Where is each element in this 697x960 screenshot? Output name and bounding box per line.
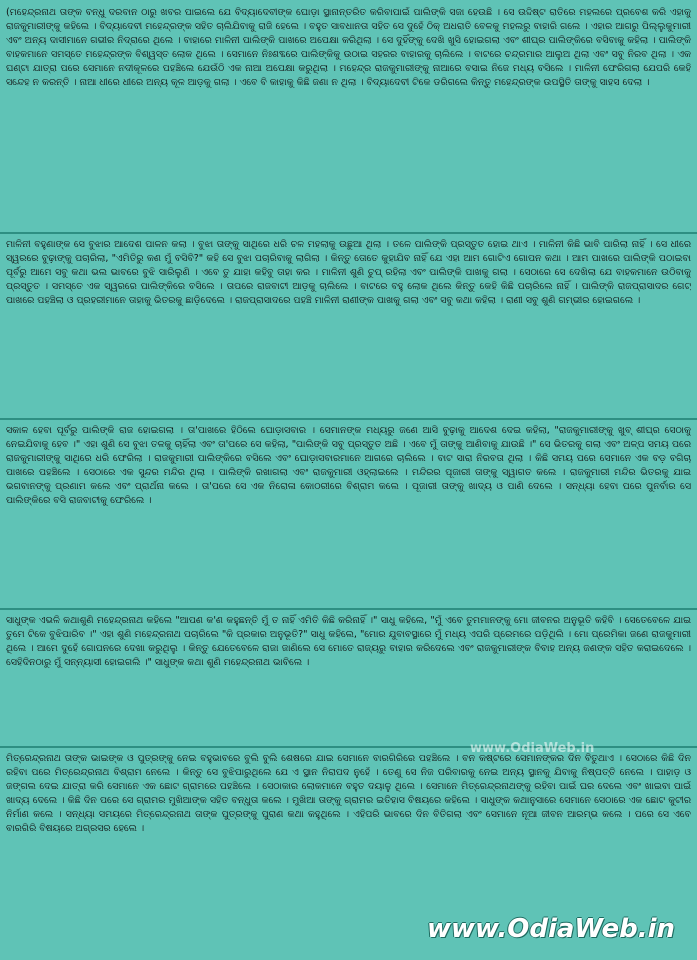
watermark: www.OdiaWeb.in (470, 741, 595, 756)
paragraph-5: ମିତ୍ରେନ୍ଦ୍ରନାଥ ତାଙ୍କ ଭାଇଙ୍କ ଓ ପୁତ୍ରଙ୍କୁ ନେଇ ବହୁଭାବରେ ବୁଲି ବୁଲି ଶେଷରେ ଯାଇ ସେମାନେ ବାରଗିରିରେ ପହଞ୍ଚିଲେ । ବନ କଷ୍ଟରେ ସେମାନଙ୍କର ଦିନ ବିତୁଥାଏ । ସେଠାରେ କିଛି ଦିନ ରହିବା ପରେ ମିତ୍ରେନ୍ଦ୍ରନାଥ ବିଶ୍ରାମ ନେଲେ । କିନ୍ତୁ ସେ ବୁଝିପାରୁଥିଲେ ଯେ ଏ ସ୍ଥାନ ନିରାପଦ ନୁହେଁ । ତେଣୁ ସେ ନିଜ ପରିବାରକୁ ନେଇ ଅନ୍ୟ ସ୍ଥାନକୁ ଯିବାକୁ ନିଷ୍ପତ୍ତି ନେଲେ । ପାହାଡ଼ ଓ ଜଙ୍ଗଲ ଦେଇ ଯାତ୍ରା କରି ସେମାନେ ଏକ ଛୋଟ ଗ୍ରାମରେ ପହଞ୍ଚିଲେ । ସେଠାକାର ଲୋକମାନେ ବହୁତ ଦୟାଳୁ ଥିଲେ । ସେମାନେ ମିତ୍ରେନ୍ଦ୍ରନାଥଙ୍କୁ ରହିବା ପାଇଁ ଘର ଦେଲେ ଏବଂ ଖାଇବା ପାଇଁ ଖାଦ୍ୟ ଦେଲେ । କିଛି ଦିନ ପରେ ସେ ଗ୍ରାମର ମୁଖିଆଙ୍କ ସହିତ ବନ୍ଧୁତା କଲେ । ମୁଖିଆ ତାଙ୍କୁ ଗ୍ରାମର ଇତିହାସ ବିଷୟରେ କହିଲେ । ସାଧୁଙ୍କ କଥାନୁସାରେ ସେମାନେ ସେଠାରେ ଏକ ଛୋଟ କୁଟୀର ନିର୍ମାଣ କଲେ । ସନ୍ଧ୍ୟା ସମୟରେ ମିତ୍ରେନ୍ଦ୍ରନାଥ ତାଙ୍କ ପୁତ୍ରଙ୍କୁ ପୁରାଣ କଥା କହୁଥିଲେ । ଏହିପରି ଭାବରେ ଦିନ ବିତିଗଲା ଏବଂ ସେମାନେ ନୂଆ ଜୀବନ ଆରମ୍ଭ କଲେ । ପରେ ସେ ଏବେ ବାରଗିରି ବିଷୟରେ ଅଗ୍ରସର ହେଲେ । (6, 753, 691, 835)
paragraph-1: (ମହେନ୍ଦ୍ରନାଥ ତାଙ୍କ ବନ୍ଧୁ ଦରବାନ ଠାରୁ ଖବର ପାଇଲେ ଯେ ବିଦ୍ୟାଦେବୀଙ୍କ ଘୋଡ଼ା ସ୍ଥାନାନ୍ତରିତ କରିବାପାଇଁ ପାଲିଙ୍କି ସଜା ହେଉଛି । ସେ ଉଦ୍ଦିଷ୍ଟ ରାତିରେ ମହଲରେ ପ୍ରବେଶ କରି ଏହାକୁ ରାଜକୁମାରୀଙ୍କୁ କହିଲେ । ବିଦ୍ୟାଦେବୀ ମହେନ୍ଦ୍ରଙ୍କ ସହିତ ଚାଲିଯିବାକୁ ରାଜି ହେଲେ । ବହୁତ ସାବଧାନତା ସହିତ ସେ ଦୁହେଁ ଠିକ୍ ଅଧରାତି ବେଳକୁ ମହଲରୁ ବାହାରି ଗଲେ । ଏହାର ଆଗରୁ ପିଲ୍ଲୁକୁମାରୀ ଏବଂ ଅନ୍ୟ ଦାସୀମାନେ ଗଭୀର ନିଦ୍ରାରେ ଥିଲେ । ବାହାରେ ମାଳିନୀ ପାଲିଙ୍କି ପାଖରେ ଅପେକ୍ଷା କରିଥିଲା । ସେ ଦୁହିଁଙ୍କୁ ଦେଖି ଖୁସି ହୋଇଗଲା ଏବଂ ଶୀଘ୍ର ପାଲିଙ୍କିରେ ବସିବାକୁ କହିଲା । ପାଲିଙ୍କି ବାହକମାନେ ସମସ୍ତେ ମହେନ୍ଦ୍ରଙ୍କ ବିଶ୍ୱସ୍ତ ଲୋକ ଥିଲେ । ସେମାନେ ନିଃଶବ୍ଦରେ ପାଲିଙ୍କିକୁ ଉଠାଇ ସହରର ବାହାରକୁ ଚାଲିଲେ । ବାଟରେ ଚନ୍ଦ୍ରମାର ଆଲୁଅ ଥିଲା ଏବଂ ସବୁ ନିରବ ଥିଲା । ଏକ ଘଣ୍ଟା ଯାତ୍ରା ପରେ ସେମାନେ ନଦୀକୂଳରେ ପହଞ୍ଚିଲେ ଯେଉଁଠି ଏକ ନାଆ ଅପେକ୍ଷା କରୁଥିଲା । ମହେନ୍ଦ୍ର ରାଜକୁମାରୀଙ୍କୁ ନାଆରେ ବସାଇ ନିଜେ ମଧ୍ୟ ବସିଲେ । ମାଳିନୀ ଫେରିଗଲା ଯେପରି କେହି ସନ୍ଦେହ ନ କରନ୍ତି । ନାଆ ଧୀରେ ଧୀରେ ଅନ୍ୟ କୂଳ ଆଡ଼କୁ ଗଲା । ଏବେ ବି କାହାକୁ କିଛି ଜଣା ନ ଥିଲା । ବିଦ୍ୟାଦେବୀ ଟିକେ ଡରିଗଲେ କିନ୍ତୁ ମହେନ୍ଦ୍ରଙ୍କ ଉପସ୍ଥିତି ତାଙ୍କୁ ସାହସ ଦେଲା । (6, 7, 691, 89)
paragraph-separator (0, 608, 697, 610)
site-footer-link[interactable]: www.OdiaWeb.in (426, 914, 675, 944)
paragraph-3: ସକାଳ ହେବା ପୂର୍ବରୁ ପାଲିଙ୍କି ରାଜ ହୋଇଗଲା । ତା'ପାଖରେ ହିଠିଲେ ଘୋଡ଼ାସବାର । ସେମାନଙ୍କ ମଧ୍ୟରୁ ଜଣେ ଆସି ବୁଢ଼ାକୁ ଆଦେଶ ଦେଇ କହିଲା, "ରାଜକୁମାରୀଙ୍କୁ ଖୁବ୍ ଶୀଘ୍ର ସେଠାକୁ ନେଇଯିବାକୁ ହେବ ।" ଏହା ଶୁଣି ସେ ବୁଝା ତଳକୁ ଚାହିଁଲା ଏବଂ ତା'ପରେ ସେ କହିଲା, "ପାଲିଙ୍କି ସବୁ ପ୍ରସ୍ତୁତ ଅଛି । ଏବେ ମୁଁ ତାଙ୍କୁ ଆଣିବାକୁ ଯାଉଛି ।" ସେ ଭିତରକୁ ଗଲା ଏବଂ ଅଳ୍ପ ସମୟ ପରେ ରାଜକୁମାରୀଙ୍କୁ ସାଥିରେ ଧରି ଫେରିଲା । ରାଜକୁମାରୀ ପାଲିଙ୍କିରେ ବସିଲେ ଏବଂ ଘୋଡ଼ାସବାରମାନେ ଆଗରେ ଚାଲିଲେ । ବାଟ ସାରା ନିରବତା ଥିଲା । କିଛି ସମୟ ପରେ ସେମାନେ ଏକ ବଡ଼ ବଗିଚା ପାଖରେ ପହଞ୍ଚିଲେ । ସେଠାରେ ଏକ ସୁନ୍ଦର ମନ୍ଦିର ଥିଲା । ପାଲିଙ୍କି ରଖାଗଲା ଏବଂ ରାଜକୁମାରୀ ଓହ୍ଲାଇଲେ । ମନ୍ଦିରର ପୂଜାରୀ ତାଙ୍କୁ ସ୍ୱାଗତ କଲେ । ରାଜକୁମାରୀ ମନ୍ଦିର ଭିତରକୁ ଯାଇ ଭଗବାନଙ୍କୁ ପ୍ରଣାମ କଲେ ଏବଂ ପ୍ରାର୍ଥନା କଲେ । ତା'ପରେ ସେ ଏକ ନିରୋଳା କୋଠରୀରେ ବିଶ୍ରାମ କଲେ । ପୂଜାରୀ ତାଙ୍କୁ ଖାଦ୍ୟ ଓ ପାଣି ଦେଲେ । ସନ୍ଧ୍ୟା ହେବା ପରେ ପୁନର୍ବାର ସେ ପାଲିଙ୍କିରେ ବସି ରାଜବାଟୀକୁ ଫେରିଲେ । (6, 425, 691, 507)
paragraph-4: ସାଧୁଙ୍କ ଏଭଳି କଥାଶୁଣି ମହେନ୍ଦ୍ରନାଥ କହିଲେ "ଆପଣ କ'ଣ କହୁଛନ୍ତି ମୁଁ ତ ନାହିଁ ଏମିତି କିଛି କରିନାହିଁ ।" ସାଧୁ କହିଲେ, "ମୁଁ ଏବେ ତୁମମାନଙ୍କୁ ମୋ ଜୀବନର ଅନୁଭୂତି କହିବି । ସେତେବେଳେ ଯାଇ ତୁମେ ଟିକେ ବୁଝିପାରିବ ।" ଏହା ଶୁଣି ମହେନ୍ଦ୍ରନାଥ ପଚାରିଲେ "କି ପ୍ରକାର ଅନୁଭୂତି?" ସାଧୁ କହିଲେ, "ମୋର ଯୁବାବସ୍ଥାରେ ମୁଁ ମଧ୍ୟ ଏପରି ପ୍ରେମରେ ପଡ଼ିଥିଲି । ମୋ ପ୍ରେମିକା ଜଣେ ରାଜକୁମାରୀ ଥିଲେ । ଆମେ ଦୁହେଁ ଗୋପନରେ ଦେଖା କରୁଥିଲୁ । କିନ୍ତୁ ଯେତେବେଳେ ରାଜା ଜାଣିଲେ ସେ ମୋତେ ରାଜ୍ୟରୁ ବାହାର କରିଦେଲେ ଏବଂ ରାଜକୁମାରୀଙ୍କ ବିବାହ ଅନ୍ୟ ଜଣଙ୍କ ସହିତ କରାଇଦେଲେ । ସେହିଦିନଠାରୁ ମୁଁ ସନ୍ନ୍ୟାସୀ ହୋଇଗଲି ।" ସାଧୁଙ୍କ କଥା ଶୁଣି ମହେନ୍ଦ୍ରନାଥ ଭାବିଲେ । (6, 615, 691, 669)
paragraph-separator (0, 418, 697, 420)
paragraph-2: ମାଳିନୀ ବହୁଣାଙ୍କ ସେ ବୁଝାର ଆଦେଶ ପାଳନ କଲା । ବୁଝା ତାଙ୍କୁ ସାଥିରେ ଧରି ଚଳ ମହଲାକୁ ଉଛୁଆ ଥିଲା । ତଳେ ପାଲିଙ୍କି ପ୍ରସ୍ତୁତ ହୋଇ ଥାଏ । ମାଳିନୀ କିଛି ଭାବି ପାରିଲା ନାହିଁ । ସେ ଧୀରେ ସ୍ୱରରେ ବୁଢ଼ାଙ୍କୁ ପଚାରିଲା, "ଏମିତିରୁ କଣ ମୁଁ ବସିବି?" କହି ସେ ବୁଝା ପଚାରିବାକୁ ଲାଗିଲା । କିନ୍ତୁ ତୋତେ କୁହାଯିବ ନାହିଁ ଯେ ଏହା ଆମ ଗୋଟିଏ ଗୋପନ କଥା । ଆମ ପାଖରେ ପାଲିଙ୍କି ପଠାଇବା ପୂର୍ବରୁ ଆମେ ସବୁ କଥା ଭଲ ଭାବରେ ବୁଝି ସାରିଲୁଣି । ଏବେ ତୁ ଯାହା କହିବୁ ତାହା କର । ମାଳିନୀ ଶୁଣି ଚୁପ୍ ରହିଲା ଏବଂ ପାଲିଙ୍କି ପାଖକୁ ଗଲା । ସେଠାରେ ସେ ଦେଖିଲା ଯେ ବାହକମାନେ ଉଠିବାକୁ ପ୍ରସ୍ତୁତ । ସମସ୍ତେ ଏକ ସ୍ୱରରେ ପାଲିଙ୍କିରେ ବସିଲେ । ତାପରେ ରାଜବାଟୀ ଆଡ଼କୁ ଚାଲିଲେ । ବାଟରେ ବହୁ ଲୋକ ଥିଲେ କିନ୍ତୁ କେହି କିଛି ପଚାରିଲେ ନାହିଁ । ପାଲିଙ୍କି ରାଜପ୍ରାସାଦର ଗେଟ୍ ପାଖରେ ପହଞ୍ଚିଲା ଓ ପ୍ରହରୀମାନେ ତାହାକୁ ଭିତରକୁ ଛାଡ଼ିଦେଲେ । ରାଜପ୍ରାସାଦରେ ପହଞ୍ଚି ମାଳିନୀ ରାଣୀଙ୍କ ପାଖକୁ ଗଲା ଏବଂ ସବୁ କଥା କହିଲା । ରାଣୀ ସବୁ ଶୁଣି ଗମ୍ଭୀର ହୋଇଗଲେ । (6, 239, 691, 307)
paragraph-separator (0, 232, 697, 234)
